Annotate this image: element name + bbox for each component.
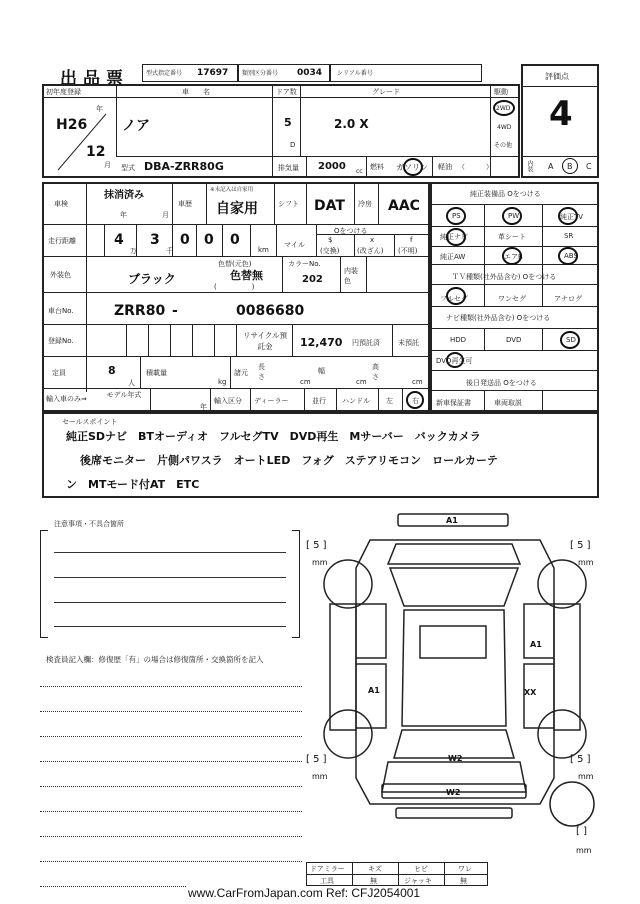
recycle-value: 12,470 [300,336,343,349]
model-value: DBA-ZRR80G [144,160,224,173]
warranty-book: 新車保証書 [436,399,471,407]
interior-b-circle [562,158,578,174]
drive-other: その他 [494,142,513,149]
car-name-value: ノア [122,118,150,134]
caution-area [40,530,302,640]
color-no-value: 202 [302,274,323,285]
damage-rear-1: W2 [448,754,463,763]
ac-value: AAC [388,198,420,214]
handle-right-circle [406,391,424,409]
sales-point-line-2: 後席モニター 片側パワスラ オートLED フォグ ステアリモコン ロールカーテ [80,454,498,467]
navi-hdd: HDD [450,336,467,344]
tv-fullseg-circle [446,287,466,305]
mileage-digit-2: 3 [150,232,160,248]
first-reg-month: 12 [86,144,106,160]
chassis-number: 0086680 [236,303,305,319]
caution-label: 注意事項・不具合箇所 [54,520,124,528]
equip-pw-circle [502,207,522,225]
first-reg-era: H26 [56,117,88,133]
diesel-label: 軽油 [438,163,452,171]
drive-label: 駆動 [494,88,508,96]
tire-depth-fl: [ 5 ] [306,540,327,551]
model-label: 型式 [121,164,135,172]
displacement-value: 2000 [318,161,346,172]
equip-aw: 純正AW [440,253,466,261]
doors-label: ドア数 [276,88,297,96]
equip-abs: ABS [564,252,578,260]
equip-airbag: エアB [504,253,523,261]
fuel-value: ガソリン [396,163,428,172]
equip-pw: PW [508,212,520,220]
owners-manual: 車両取説 [494,399,522,407]
dvd-playback: DVD再生可 [436,357,473,365]
color-label: 外装色 [50,271,71,279]
chassis-label: 車台No. [48,307,74,315]
tire-depth-fr: [ 5 ] [570,540,591,551]
registration-label: 登録No. [48,337,74,345]
color-value: ブラック [128,272,176,286]
chassis-prefix: ZRR80 [114,303,166,319]
tire-depth-rr: [ 5 ] [570,754,591,765]
shift-label: シフト [278,200,299,208]
navi-dvd: DVD [506,336,522,344]
category-box: 類別区分番号 0034 [238,64,330,82]
shift-value: DAT [314,198,345,214]
equip-airbag-circle [502,247,522,265]
mileage-unknown: (不明) [398,247,418,255]
usage-label: 車歴 [178,200,192,208]
type-cert-value: 17697 [197,68,229,78]
damage-right-side: XX [524,688,537,697]
sales-points-label: セールスポイント [62,418,118,426]
mileage-tampered: (改ざん) [357,247,384,255]
drive-4wd: 4WD [497,124,512,131]
fuel-circle [403,158,423,176]
drive-2wd-circle [493,100,515,116]
mileage-exchanged: (交換) [320,247,340,255]
mileage-label: 走行距離 [48,237,76,245]
mileage-digit-5: 0 [230,232,240,248]
sales-point-line-3: ン MTモード付AT ETC [66,478,200,491]
capacity-value: 8 [108,364,116,377]
equip-navi-circle [446,228,466,246]
navi-sd-circle [560,331,580,349]
inspection-value: 抹消済み [104,190,144,201]
date-slash [56,112,110,172]
damage-rear-2: W2 [446,788,461,797]
interior-label: 内装 [526,160,533,172]
mileage-digit-3: 0 [180,232,190,248]
drive-2wd: 2WD [496,105,511,112]
tv-oneseg: ワンセグ [498,295,526,303]
ac-label: 冷房 [358,200,372,208]
equip-sr: SR [564,232,574,240]
tire-depth-rl: [ 5 ] [306,754,327,765]
equip-ps-circle [446,207,466,225]
equip-tv-circle [558,207,578,225]
score-label: 評価点 [545,72,569,81]
equip-navi: 純正ナビ [440,233,468,241]
score-value: 4 [549,94,573,134]
footer-watermark: www.CarFromJapan.com Ref: CFJ2054001 [188,886,421,900]
serial-box: シリアル番号 [330,64,482,82]
mile-label: マイル [284,241,305,249]
page-title: 出品票 [60,69,129,89]
equip-leather: 革シート [498,233,526,241]
tire-depth-spare: [ ] [576,826,587,837]
import-label: 輸入車のみ⇒ [46,395,87,403]
doors-value: 5 [284,116,292,129]
first-reg-label: 初年度登録 [46,88,81,96]
equip-ps: PS [452,212,461,220]
usage-value: 自家用 [216,201,258,217]
name-label: 車 名 [182,88,210,96]
displacement-label: 排気量 [278,164,299,172]
navi-sd: SD [566,336,576,344]
sales-point-line-1: 純正SDナビ BTオーディオ フルセグTV DVD再生 Mサーバー バックカメラ [66,430,481,443]
grade-value: 2.0 X [334,117,369,131]
inspector-label: 検査員記入欄：修復歴「有」の場合は修復箇所・交換箇所を記入 [46,655,264,664]
damage-left-side: A1 [368,686,380,695]
original-color-value: 色替無 [230,269,263,282]
tv-fullseg: フルセグ [440,295,468,303]
equip-tv: 純正TV [560,213,584,221]
mileage-digit-1: 4 [114,232,124,248]
damage-front: A1 [446,516,458,525]
fuel-label: 燃料 [370,163,384,171]
grade-label: グレード [372,88,400,96]
equip-abs-circle [558,247,578,265]
mileage-digit-4: 0 [204,232,214,248]
inspection-label: 車検 [54,200,68,208]
car-damage-diagram [300,508,610,848]
category-value: 0034 [297,68,323,78]
type-cert-box: 型式指定番号 17697 [142,64,238,82]
damage-right-front: A1 [530,640,542,649]
tv-analog: アナログ [554,295,582,303]
dvd-playback-circle [446,352,464,368]
capacity-label: 定員 [52,369,66,377]
